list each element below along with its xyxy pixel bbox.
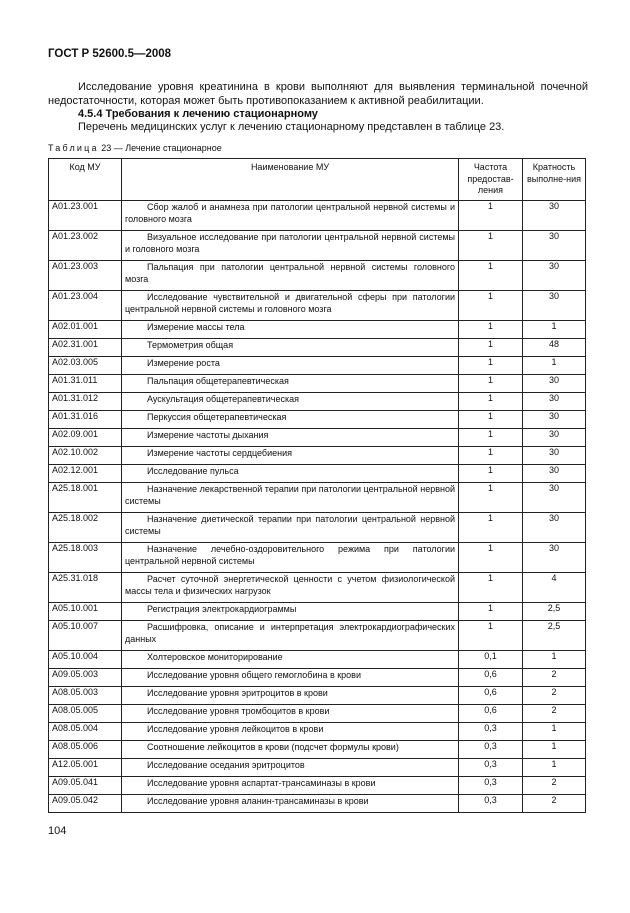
service-name-text: Аускультация общетерапевтическая <box>147 394 299 404</box>
table-row <box>49 513 586 543</box>
cell-multiplicity: 30 <box>523 483 586 513</box>
service-name-text: Пальпация общетерапевтическая <box>147 376 289 386</box>
table-row <box>49 357 586 375</box>
table-row <box>49 759 586 777</box>
cell-code: A02.31.001 <box>49 339 122 357</box>
cell-multiplicity: 1 <box>523 759 586 777</box>
cell-name <box>122 621 459 651</box>
cell-name <box>122 741 459 759</box>
cell-multiplicity: 30 <box>523 393 586 411</box>
cell-code: A25.18.003 <box>49 543 122 573</box>
service-name-text: Измерение роста <box>147 358 220 368</box>
cell-multiplicity: 30 <box>523 201 586 231</box>
cell-name <box>122 669 459 687</box>
cell-frequency: 0,6 <box>459 669 523 687</box>
cell-name <box>122 687 459 705</box>
table-row <box>49 777 586 795</box>
service-name-text: Исследование уровня тромбоцитов в крови <box>147 706 330 716</box>
cell-code: A08.05.005 <box>49 705 122 723</box>
cell-code: A25.18.001 <box>49 483 122 513</box>
cell-code: A01.23.004 <box>49 291 122 321</box>
table-row <box>49 573 586 603</box>
table-row <box>49 393 586 411</box>
table-row <box>49 201 586 231</box>
cell-multiplicity: 2 <box>523 795 586 813</box>
cell-multiplicity: 2 <box>523 669 586 687</box>
cell-name <box>122 339 459 357</box>
cell-name <box>122 705 459 723</box>
service-name-text: Назначение лекарственной терапии при патологии центральной нервной системы <box>125 484 455 506</box>
table-row <box>49 741 586 759</box>
cell-multiplicity: 30 <box>523 231 586 261</box>
table-row <box>49 375 586 393</box>
service-name-text: Исследование уровня эритроцитов в крови <box>147 688 328 698</box>
cell-name <box>122 201 459 231</box>
cell-multiplicity: 48 <box>523 339 586 357</box>
cell-multiplicity: 1 <box>523 357 586 375</box>
section-text: Перечень медицинских услуг к лечению стационарному представлен в таблице 23. <box>78 121 505 133</box>
column-header-code: Код МУ <box>49 159 122 201</box>
cell-name <box>122 759 459 777</box>
cell-name <box>122 447 459 465</box>
cell-frequency: 1 <box>459 429 523 447</box>
cell-frequency: 1 <box>459 411 523 429</box>
table-row <box>49 603 586 621</box>
service-name-text: Термометрия общая <box>147 340 234 350</box>
cell-multiplicity: 2 <box>523 687 586 705</box>
cell-name <box>122 261 459 291</box>
service-name-text: Расшифровка, описание и интерпретация электрокардиографических данных <box>125 622 455 644</box>
cell-code: A01.31.012 <box>49 393 122 411</box>
table-row <box>49 621 586 651</box>
section-heading: 4.5.4 Требования к лечению стационарному <box>78 108 318 120</box>
cell-frequency: 1 <box>459 393 523 411</box>
cell-code: A02.10.002 <box>49 447 122 465</box>
table-row <box>49 795 586 813</box>
cell-code: A01.23.003 <box>49 261 122 291</box>
service-name-text: Перкуссия общетерапевтическая <box>147 412 287 422</box>
cell-multiplicity: 30 <box>523 447 586 465</box>
table-row <box>49 465 586 483</box>
cell-code: A08.05.003 <box>49 687 122 705</box>
cell-code: A08.05.004 <box>49 723 122 741</box>
table-caption-title: 23 — Лечение стационарное <box>98 143 222 153</box>
cell-name <box>122 543 459 573</box>
cell-frequency: 0,3 <box>459 759 523 777</box>
cell-multiplicity: 30 <box>523 411 586 429</box>
service-name-text: Визуальное исследование при патологии центральной нервной системы и головного мозга <box>125 232 455 254</box>
cell-frequency: 1 <box>459 231 523 261</box>
cell-multiplicity: 1 <box>523 741 586 759</box>
cell-code: A25.31.018 <box>49 573 122 603</box>
cell-name <box>122 603 459 621</box>
table-row <box>49 291 586 321</box>
cell-code: A09.05.041 <box>49 777 122 795</box>
service-name-text: Соотношение лейкоцитов в крови (подсчет формулы крови) <box>147 742 399 752</box>
cell-multiplicity: 30 <box>523 465 586 483</box>
cell-frequency: 1 <box>459 201 523 231</box>
service-name-text: Расчет суточной энергетической ценности с учетом физиологической массы тела и физических нагрузок <box>125 574 455 596</box>
cell-code: A01.23.002 <box>49 231 122 261</box>
cell-multiplicity: 30 <box>523 375 586 393</box>
table-row <box>49 543 586 573</box>
intro-paragraph: Исследование уровня креатинина в крови выполняют для выявления терминальной почечной недостаточности, которая может быть противопоказанием к активной реабилитации. <box>48 81 588 107</box>
service-name-text: Назначение лечебно-оздоровительного режима при патологии центральной нервной системы <box>125 544 455 566</box>
cell-name <box>122 393 459 411</box>
cell-code: A01.23.001 <box>49 201 122 231</box>
cell-multiplicity: 30 <box>523 291 586 321</box>
cell-frequency: 0,3 <box>459 723 523 741</box>
service-name-text: Исследование чувствительной и двигательной сферы при патологии центральной нервной системы и головного мозга <box>125 292 455 314</box>
cell-name <box>122 573 459 603</box>
cell-multiplicity: 30 <box>523 429 586 447</box>
cell-frequency: 1 <box>459 603 523 621</box>
cell-frequency: 1 <box>459 261 523 291</box>
cell-frequency: 1 <box>459 321 523 339</box>
column-header-multiplicity: Кратность выполне-ния <box>523 159 586 201</box>
cell-frequency: 1 <box>459 573 523 603</box>
cell-name <box>122 321 459 339</box>
cell-frequency: 1 <box>459 483 523 513</box>
cell-code: A01.31.016 <box>49 411 122 429</box>
cell-frequency: 1 <box>459 291 523 321</box>
cell-multiplicity: 2 <box>523 777 586 795</box>
service-name-text: Назначение диетической терапии при патологии центральной нервной системы <box>125 514 455 536</box>
cell-code: A01.31.011 <box>49 375 122 393</box>
cell-frequency: 1 <box>459 621 523 651</box>
table-row <box>49 321 586 339</box>
service-name-text: Пальпация при патологии центральной нервной системы головного мозга <box>125 262 455 284</box>
table-row <box>49 651 586 669</box>
cell-name <box>122 651 459 669</box>
cell-code: A08.05.006 <box>49 741 122 759</box>
cell-code: A05.10.007 <box>49 621 122 651</box>
page-number: 104 <box>48 825 67 837</box>
cell-name <box>122 375 459 393</box>
cell-multiplicity: 4 <box>523 573 586 603</box>
cell-code: A02.09.001 <box>49 429 122 447</box>
cell-code: A02.12.001 <box>49 465 122 483</box>
cell-frequency: 1 <box>459 543 523 573</box>
cell-multiplicity: 30 <box>523 261 586 291</box>
services-table <box>48 158 586 813</box>
cell-frequency: 0,1 <box>459 651 523 669</box>
cell-frequency: 0,6 <box>459 705 523 723</box>
cell-frequency: 0,3 <box>459 795 523 813</box>
table-caption <box>48 143 222 153</box>
table-row <box>49 705 586 723</box>
cell-multiplicity: 2 <box>523 705 586 723</box>
table-row <box>49 669 586 687</box>
cell-frequency: 1 <box>459 513 523 543</box>
cell-code: A02.03.005 <box>49 357 122 375</box>
cell-name <box>122 429 459 447</box>
cell-multiplicity: 30 <box>523 513 586 543</box>
table-body <box>49 201 586 813</box>
cell-code: A25.18.002 <box>49 513 122 543</box>
table-row <box>49 411 586 429</box>
cell-code: A09.05.003 <box>49 669 122 687</box>
service-name-text: Исследование оседания эритроцитов <box>147 760 305 770</box>
cell-code: A02.01.001 <box>49 321 122 339</box>
cell-name <box>122 723 459 741</box>
cell-frequency: 0,3 <box>459 777 523 795</box>
cell-name <box>122 777 459 795</box>
service-name-text: Регистрация электрокардиограммы <box>147 604 297 614</box>
cell-multiplicity: 30 <box>523 543 586 573</box>
service-name-text: Исследование пульса <box>147 466 239 476</box>
column-header-frequency: Частота предостав-ления <box>459 159 523 201</box>
cell-code: A09.05.042 <box>49 795 122 813</box>
cell-name <box>122 465 459 483</box>
table-row <box>49 261 586 291</box>
cell-multiplicity: 2,5 <box>523 603 586 621</box>
document-header: ГОСТ Р 52600.5—2008 <box>48 48 172 60</box>
cell-frequency: 1 <box>459 375 523 393</box>
cell-name <box>122 357 459 375</box>
cell-name <box>122 513 459 543</box>
cell-code: A12.05.001 <box>49 759 122 777</box>
cell-name <box>122 291 459 321</box>
service-name-text: Исследование уровня общего гемоглобина в крови <box>147 670 361 680</box>
cell-code: A05.10.001 <box>49 603 122 621</box>
cell-frequency: 1 <box>459 339 523 357</box>
cell-frequency: 0,6 <box>459 687 523 705</box>
cell-code: A05.10.004 <box>49 651 122 669</box>
service-name-text: Исследование уровня лейкоцитов в крови <box>147 724 324 734</box>
table-caption-label: Таблица <box>48 143 99 153</box>
cell-multiplicity: 1 <box>523 651 586 669</box>
column-header-name: Наименование МУ <box>122 159 459 201</box>
table-row <box>49 447 586 465</box>
table-row <box>49 723 586 741</box>
cell-frequency: 1 <box>459 447 523 465</box>
table-row <box>49 339 586 357</box>
service-name-text: Измерение массы тела <box>147 322 245 332</box>
cell-name <box>122 795 459 813</box>
table-row <box>49 429 586 447</box>
table-row <box>49 231 586 261</box>
service-name-text: Сбор жалоб и анамнеза при патологии центральной нервной системы и головного мозга <box>125 202 455 224</box>
service-name-text: Исследование уровня аспартат-трансаминазы в крови <box>147 778 376 788</box>
cell-name <box>122 483 459 513</box>
cell-multiplicity: 1 <box>523 321 586 339</box>
service-name-text: Измерение частоты сердцебиения <box>147 448 292 458</box>
cell-multiplicity: 1 <box>523 723 586 741</box>
service-name-text: Измерение частоты дыхания <box>147 430 269 440</box>
service-name-text: Холтеровское мониторирование <box>147 652 283 662</box>
table-row <box>49 687 586 705</box>
cell-frequency: 0,3 <box>459 741 523 759</box>
service-name-text: Исследование уровня аланин-трансаминазы в крови <box>147 796 369 806</box>
cell-name <box>122 411 459 429</box>
cell-name <box>122 231 459 261</box>
cell-multiplicity: 2,5 <box>523 621 586 651</box>
table-row <box>49 483 586 513</box>
cell-frequency: 1 <box>459 465 523 483</box>
table-header-row <box>49 159 586 201</box>
cell-frequency: 1 <box>459 357 523 375</box>
